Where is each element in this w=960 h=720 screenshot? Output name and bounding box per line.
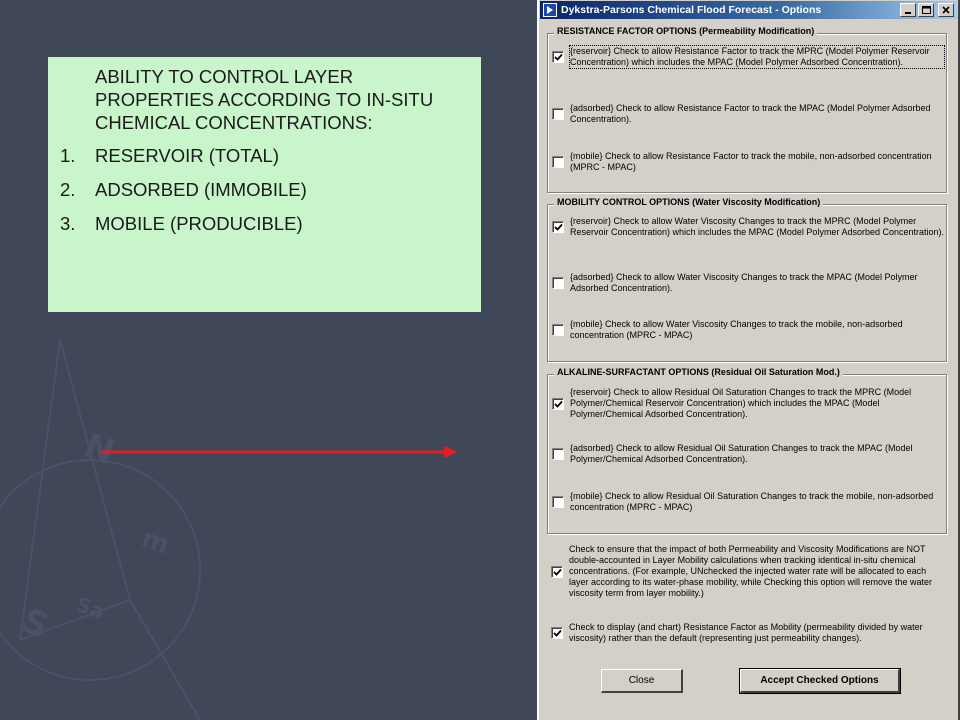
svg-text:Sa: Sa xyxy=(73,592,108,625)
option-label: {reservoir} Check to allow Resistance Factor to track the MPRC (Model Polymer Reservoir Concentration) which includes the MPAC (Model Polymer Adsorbed Concentration). xyxy=(570,46,944,68)
option-row[interactable] xyxy=(552,46,944,68)
option-row[interactable] xyxy=(552,103,944,125)
list-number: 1. xyxy=(60,145,76,166)
resistance-as-mobility-option[interactable] xyxy=(551,622,946,644)
maximize-button[interactable] xyxy=(918,3,934,17)
group-title: MOBILITY CONTROL OPTIONS (Water Viscosity Modification) xyxy=(554,197,823,207)
checkbox[interactable] xyxy=(552,156,564,168)
checkbox[interactable] xyxy=(552,398,564,410)
options-dialog xyxy=(537,0,960,720)
concentration-list xyxy=(60,144,471,235)
alkaline-surfactant-group xyxy=(547,367,947,534)
list-item xyxy=(60,178,471,201)
list-item-text: RESERVOIR (TOTAL) xyxy=(95,145,280,166)
option-row[interactable] xyxy=(552,491,944,513)
option-label: Check to ensure that the impact of both Permeability and Viscosity Modifications are NOT double-accounted in Layer Mobility calculations when tracking identical in-situ chemical concentrations. (For example, UNchecked the injected water rate will be allocated to each layer according to its water-phase mobility, while Checking this option will remove the water viscosity term from layer mobility.) xyxy=(569,544,932,598)
checkmark-icon xyxy=(553,629,562,637)
list-item xyxy=(60,144,471,167)
option-label: {adsorbed} Check to allow Water Viscosity Changes to track the MPAC (Model Polymer Adsorbed Concentration). xyxy=(570,272,918,293)
checkbox[interactable] xyxy=(552,448,564,460)
option-row[interactable] xyxy=(552,319,944,341)
minimize-button[interactable] xyxy=(900,3,916,17)
no-double-account-option[interactable] xyxy=(551,544,946,599)
list-item-text: MOBILE (PRODUCIBLE) xyxy=(95,213,303,234)
checkmark-icon xyxy=(554,53,563,61)
mobility-control-group xyxy=(547,197,947,362)
checkbox[interactable] xyxy=(552,277,564,289)
option-label: Check to display (and chart) Resistance Factor as Mobility (permeability divided by water viscosity) rather than the default (representing just permeability changes). xyxy=(569,622,923,643)
checkmark-icon xyxy=(554,400,563,408)
checkbox[interactable] xyxy=(552,496,564,508)
option-label: {mobile} Check to allow Water Viscosity Changes to track the mobile, non-adsorbed concentration (MPRC - MPAC) xyxy=(570,319,903,340)
checkbox[interactable] xyxy=(552,221,564,233)
checkbox[interactable] xyxy=(551,627,563,639)
svg-text:S: S xyxy=(16,600,54,647)
group-title: RESISTANCE FACTOR OPTIONS (Permeability Modification) xyxy=(554,26,817,36)
compass-watermark xyxy=(0,340,230,720)
option-row[interactable] xyxy=(552,272,944,294)
option-label: {mobile} Check to allow Resistance Factor to track the mobile, non-adsorbed concentration (MPRC - MPAC) xyxy=(570,151,932,172)
checkbox[interactable] xyxy=(552,324,564,336)
option-row[interactable] xyxy=(552,151,944,173)
close-button[interactable]: Close xyxy=(601,669,683,693)
group-title: ALKALINE-SURFACTANT OPTIONS (Residual Oil Saturation Mod.) xyxy=(554,367,843,377)
app-icon xyxy=(543,3,557,17)
resistance-factor-group xyxy=(547,26,947,193)
option-label: {reservoir} Check to allow Water Viscosity Changes to track the MPRC (Model Polymer Reservoir Concentration) which includes the MPAC (Model Polymer Adsorbed Concentration). xyxy=(570,216,945,237)
option-label: {mobile} Check to allow Residual Oil Saturation Changes to track the mobile, non-adsorbed concentration (MPRC - MPAC) xyxy=(570,491,934,512)
checkbox[interactable] xyxy=(551,566,563,578)
title-bar[interactable] xyxy=(540,1,957,19)
option-row[interactable] xyxy=(552,216,944,238)
option-label: {reservoir} Check to allow Residual Oil Saturation Changes to track the MPRC (Model Polymer/Chemical Reservoir Concentration) which includes the MPAC (Model Polymer/Chemical Adsorbed Concentration). xyxy=(570,387,912,419)
checkbox[interactable] xyxy=(552,51,564,63)
option-row[interactable] xyxy=(552,443,944,465)
close-window-button[interactable] xyxy=(938,3,954,17)
maximize-icon xyxy=(922,6,931,14)
checkmark-icon xyxy=(554,223,563,231)
list-item xyxy=(60,212,471,235)
list-number: 2. xyxy=(60,179,76,200)
option-label: {adsorbed} Check to allow Residual Oil Saturation Changes to track the MPAC (Model Polymer/Chemical Adsorbed Concentration). xyxy=(570,443,913,464)
svg-text:N: N xyxy=(78,425,120,474)
svg-text:m: m xyxy=(137,523,174,561)
panel-lead-text: ABILITY TO CONTROL LAYER PROPERTIES ACCORDING TO IN-SITU CHEMICAL CONCENTRATIONS: xyxy=(95,66,434,133)
checkmark-icon xyxy=(553,568,562,576)
list-number: 3. xyxy=(60,213,76,234)
option-row[interactable] xyxy=(552,387,944,420)
window-title: Dykstra-Parsons Chemical Flood Forecast - Options xyxy=(561,4,822,16)
option-label: {adsorbed} Check to allow Resistance Factor to track the MPAC (Model Polymer Adsorbed Concentration). xyxy=(570,103,931,124)
checkbox[interactable] xyxy=(552,108,564,120)
close-icon xyxy=(942,6,950,14)
minimize-icon xyxy=(904,6,912,14)
concentration-info-panel xyxy=(48,57,481,312)
list-item-text: ADSORBED (IMMOBILE) xyxy=(95,179,307,200)
accept-checked-options-button[interactable]: Accept Checked Options xyxy=(740,669,900,693)
red-arrow xyxy=(100,444,460,460)
